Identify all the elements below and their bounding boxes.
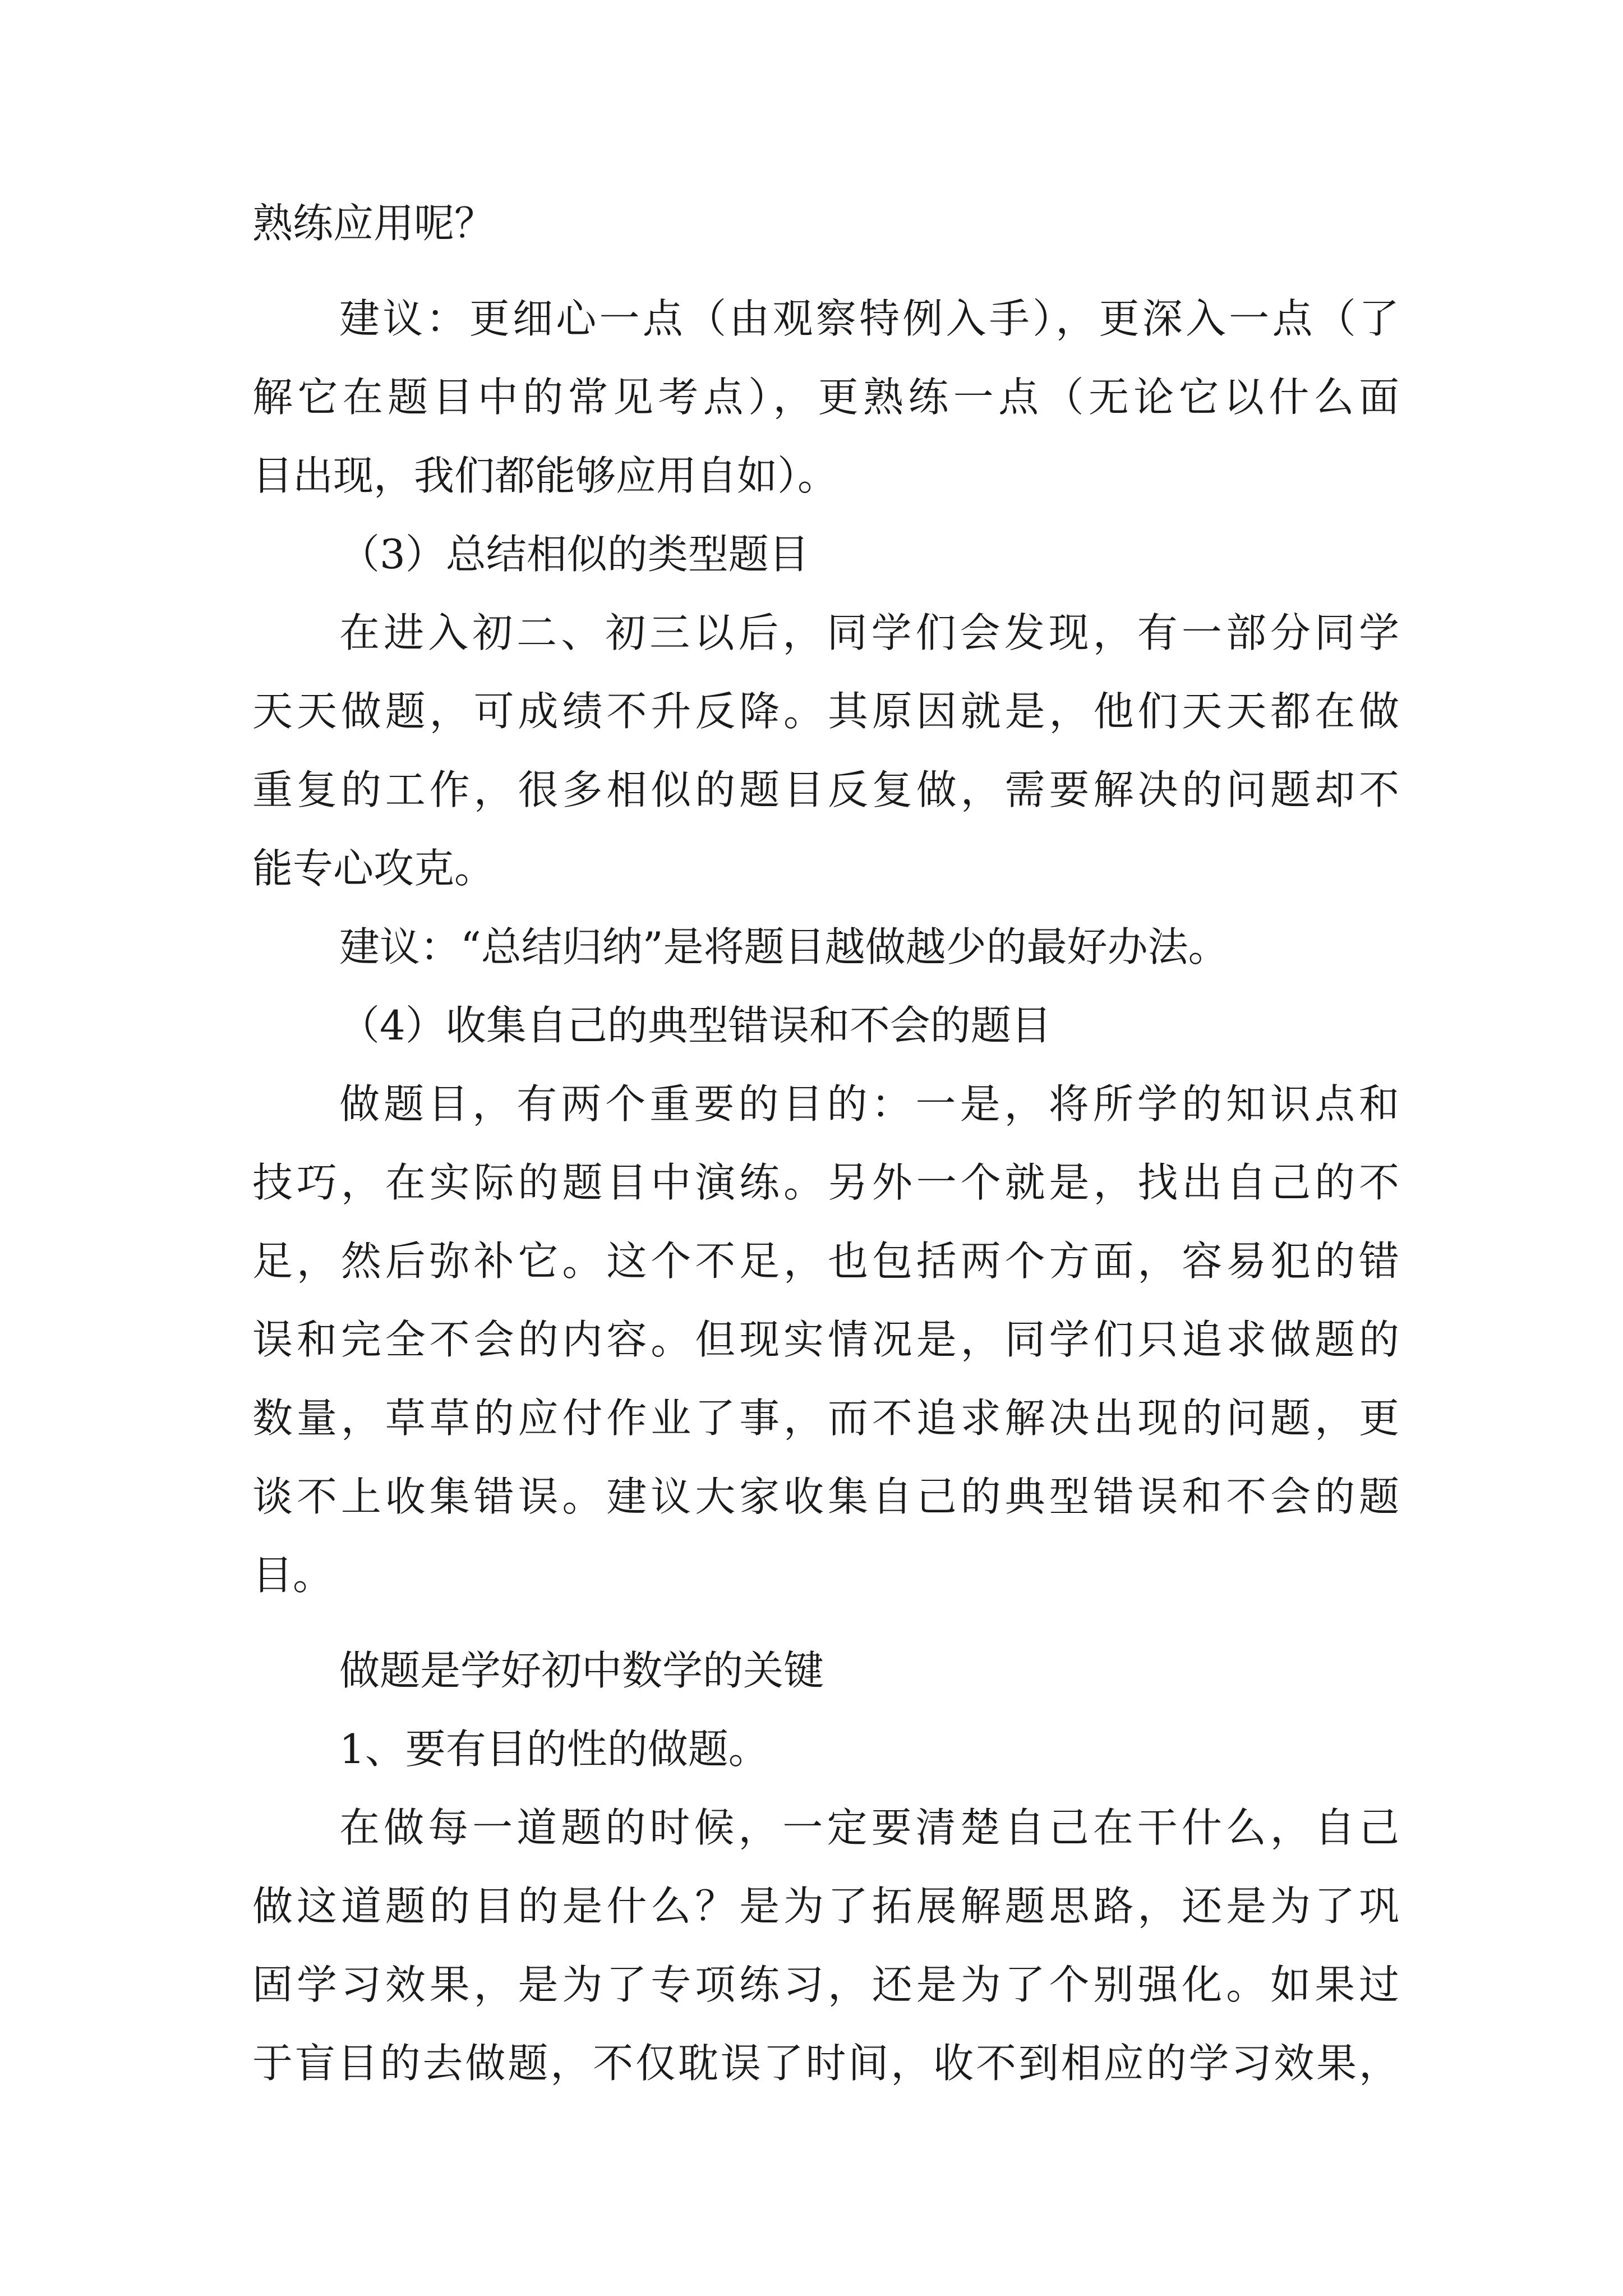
text-line: 建议：“总结归纳”是将题目越做越少的最好办法。 [339,923,1229,970]
text-line: 目出现，我们都能够应用自如）。 [252,452,838,499]
text-line: 于盲目的去做题，不仅耽误了时间，收不到相应的学习效果， [252,2040,1399,2087]
text-line: 重复的工作，很多相似的题目反复做，需要解决的问题却不 [252,766,1399,813]
text-line: 天天做题，可成绩不升反降。其原因就是，他们天天都在做 [252,688,1399,735]
section-heading: 1、要有目的性的做题。 [339,1726,769,1773]
text-line: 固学习效果，是为了专项练习，还是为了个别强化。如果过 [252,1961,1399,2008]
section-heading: （3）总结相似的类型题目 [339,531,809,578]
section-heading: （4）收集自己的典型错误和不会的题目 [339,1002,1052,1049]
text-line: 误和完全不会的内容。但现实情况是，同学们只追求做题的 [252,1316,1399,1363]
text-line: 足，然后弥补它。这个不足，也包括两个方面，容易犯的错 [252,1237,1399,1285]
text-line: 能专心攻克。 [252,845,495,892]
text-line: 数量，草草的应付作业了事，而不追求解决出现的问题，更 [252,1395,1399,1442]
text-line: 解它在题目中的常见考点），更熟练一点（无论它以什么面 [252,374,1399,421]
text-line: 目。 [252,1552,334,1599]
text-line: 熟练应用呢？ [252,200,495,247]
text-line: 在进入初二、初三以后，同学们会发现，有一部分同学 [339,609,1399,656]
text-line: 做这道题的目的是什么？是为了拓展解题思路，还是为了巩 [252,1883,1399,1930]
text-line: 建议：更细心一点（由观察特例入手），更深入一点（了 [339,295,1399,342]
text-line: 谈不上收集错误。建议大家收集自己的典型错误和不会的题 [252,1473,1399,1520]
section-heading: 做题是学好初中数学的关键 [339,1647,824,1694]
text-line: 做题目，有两个重要的目的：一是，将所学的知识点和 [339,1080,1399,1128]
text-line: 技巧，在实际的题目中演练。另外一个就是，找出自己的不 [252,1159,1399,1206]
text-line: 在做每一道题的时候，一定要清楚自己在干什么，自己 [339,1804,1399,1851]
